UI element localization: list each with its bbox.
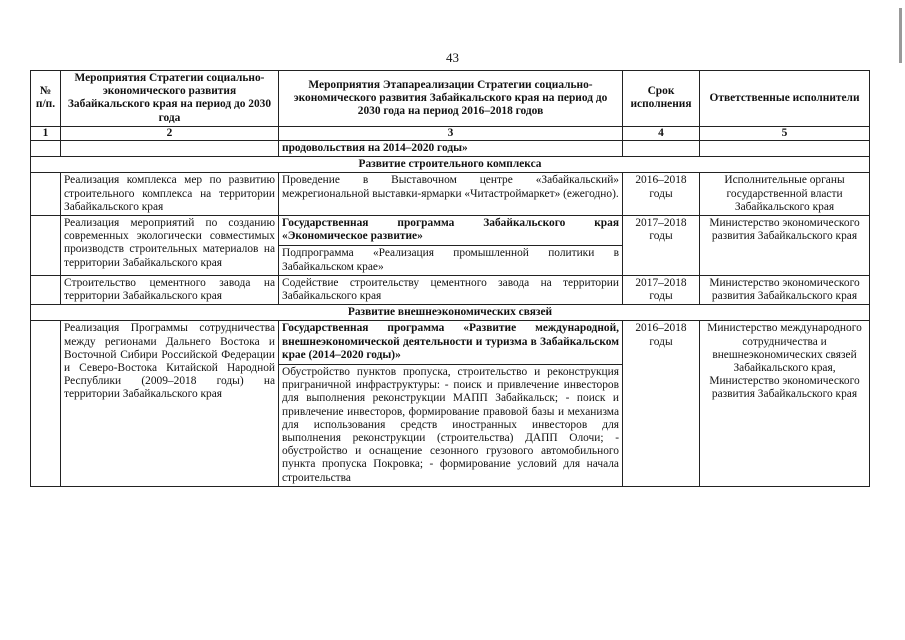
header-stage-measures: Мероприятия Этапареализации Стратегии социально-экономического развития Забайкальского края на период до 2030 года на период 2016–2018 годов	[279, 71, 623, 127]
table-row-continuation	[31, 141, 870, 157]
responsible-cell: Исполнительные органы государственной власти Забайкальского края	[700, 173, 870, 216]
deadline-cell: 2017–2018 годы	[623, 275, 700, 304]
col-number-1: 1	[31, 126, 61, 140]
stage-measure-cell: Содействие строительству цементного завода на территории Забайкальского края	[279, 275, 623, 304]
table-row	[31, 216, 870, 276]
stage-measure-cell	[279, 216, 623, 276]
col-number-3: 3	[279, 126, 623, 140]
header-deadline: Срок исполнения	[623, 71, 700, 127]
col-number-5: 5	[700, 126, 870, 140]
table-row	[31, 275, 870, 304]
section-title-foreign: Развитие внешнеэкономических связей	[31, 305, 870, 321]
responsible-cell: Министерство международного сотрудничества и внешнеэкономических связей Забайкальского края, Министерство экономического развития Забайкальского края	[700, 321, 870, 486]
table-row	[31, 173, 870, 216]
table-row	[31, 321, 870, 486]
program-title: Государственная программа «Развитие международной, внешнеэкономической деятельности и туризма в Забайкальском крае (2014–2020 годы)»	[282, 322, 619, 361]
program-title: Государственная программа Забайкальского края «Экономическое развитие»	[282, 217, 619, 243]
scan-edge-mark	[899, 8, 902, 63]
header-strategy-measures: Мероприятия Стратегии социально-экономического развития Забайкальского края на период до 2030 года	[61, 71, 279, 127]
continuation-text: продовольствия на 2014–2020 годы»	[279, 141, 623, 157]
strategy-measure-cell: Реализация Программы сотрудничества между регионами Дальнего Востока и Восточной Сибири Российской Федерации и Северо-Востока Китайской Народной Республики (2009–2018 годы) на территории Забайкальского края	[61, 321, 279, 486]
section-title-construction: Развитие строительного комплекса	[31, 157, 870, 173]
section-row-construction	[31, 157, 870, 173]
stage-measure-cell	[279, 321, 623, 486]
strategy-table	[30, 70, 870, 487]
strategy-measure-cell: Реализация комплекса мер по развитию строительного комплекса на территории Забайкальского края	[61, 173, 279, 216]
deadline-cell: 2016–2018 годы	[623, 321, 700, 486]
strategy-measure-cell: Реализация мероприятий по созданию современных экологически совместимых производств строительных материалов на территории Забайкальского края	[61, 216, 279, 276]
page-number: 43	[446, 50, 459, 65]
deadline-cell: 2017–2018 годы	[623, 216, 700, 276]
responsible-cell: Министерство экономического развития Забайкальского края	[700, 275, 870, 304]
col-number-2: 2	[61, 126, 279, 140]
header-row	[31, 71, 870, 127]
subprogram-text: Подпрограмма «Реализация промышленной политики в Забайкальском крае»	[279, 245, 622, 273]
program-body-text: Обустройство пунктов пропуска, строительство и реконструкция приграничной инфраструктуры: - поиск и привлечение инвесторов для выполнения реконструкции МАПП Забайкальск; - поиск и привлечение инвесторов, формирование правовой базы и механизма для использования средств иностранных инвесторов для выполнения реконструкции (строительства) ДАПП Олочи; - обустройство и оснащение сезонного грузового автомобильного пункта пропуска Покровка; - формирование условий для начала строительства	[279, 364, 622, 485]
deadline-cell: 2016–2018 годы	[623, 173, 700, 216]
stage-measure-cell: Проведение в Выставочном центре «Забайкальский» межрегиональной выставки-ярмарки «Читастроймаркет» (ежегодно).	[279, 173, 623, 216]
column-number-row	[31, 126, 870, 140]
section-row-foreign	[31, 305, 870, 321]
strategy-measure-cell: Строительство цементного завода на территории Забайкальского края	[61, 275, 279, 304]
col-number-4: 4	[623, 126, 700, 140]
header-responsible: Ответственные исполнители	[700, 71, 870, 127]
responsible-cell: Министерство экономического развития Забайкальского края	[700, 216, 870, 276]
header-num: № п/п.	[31, 71, 61, 127]
